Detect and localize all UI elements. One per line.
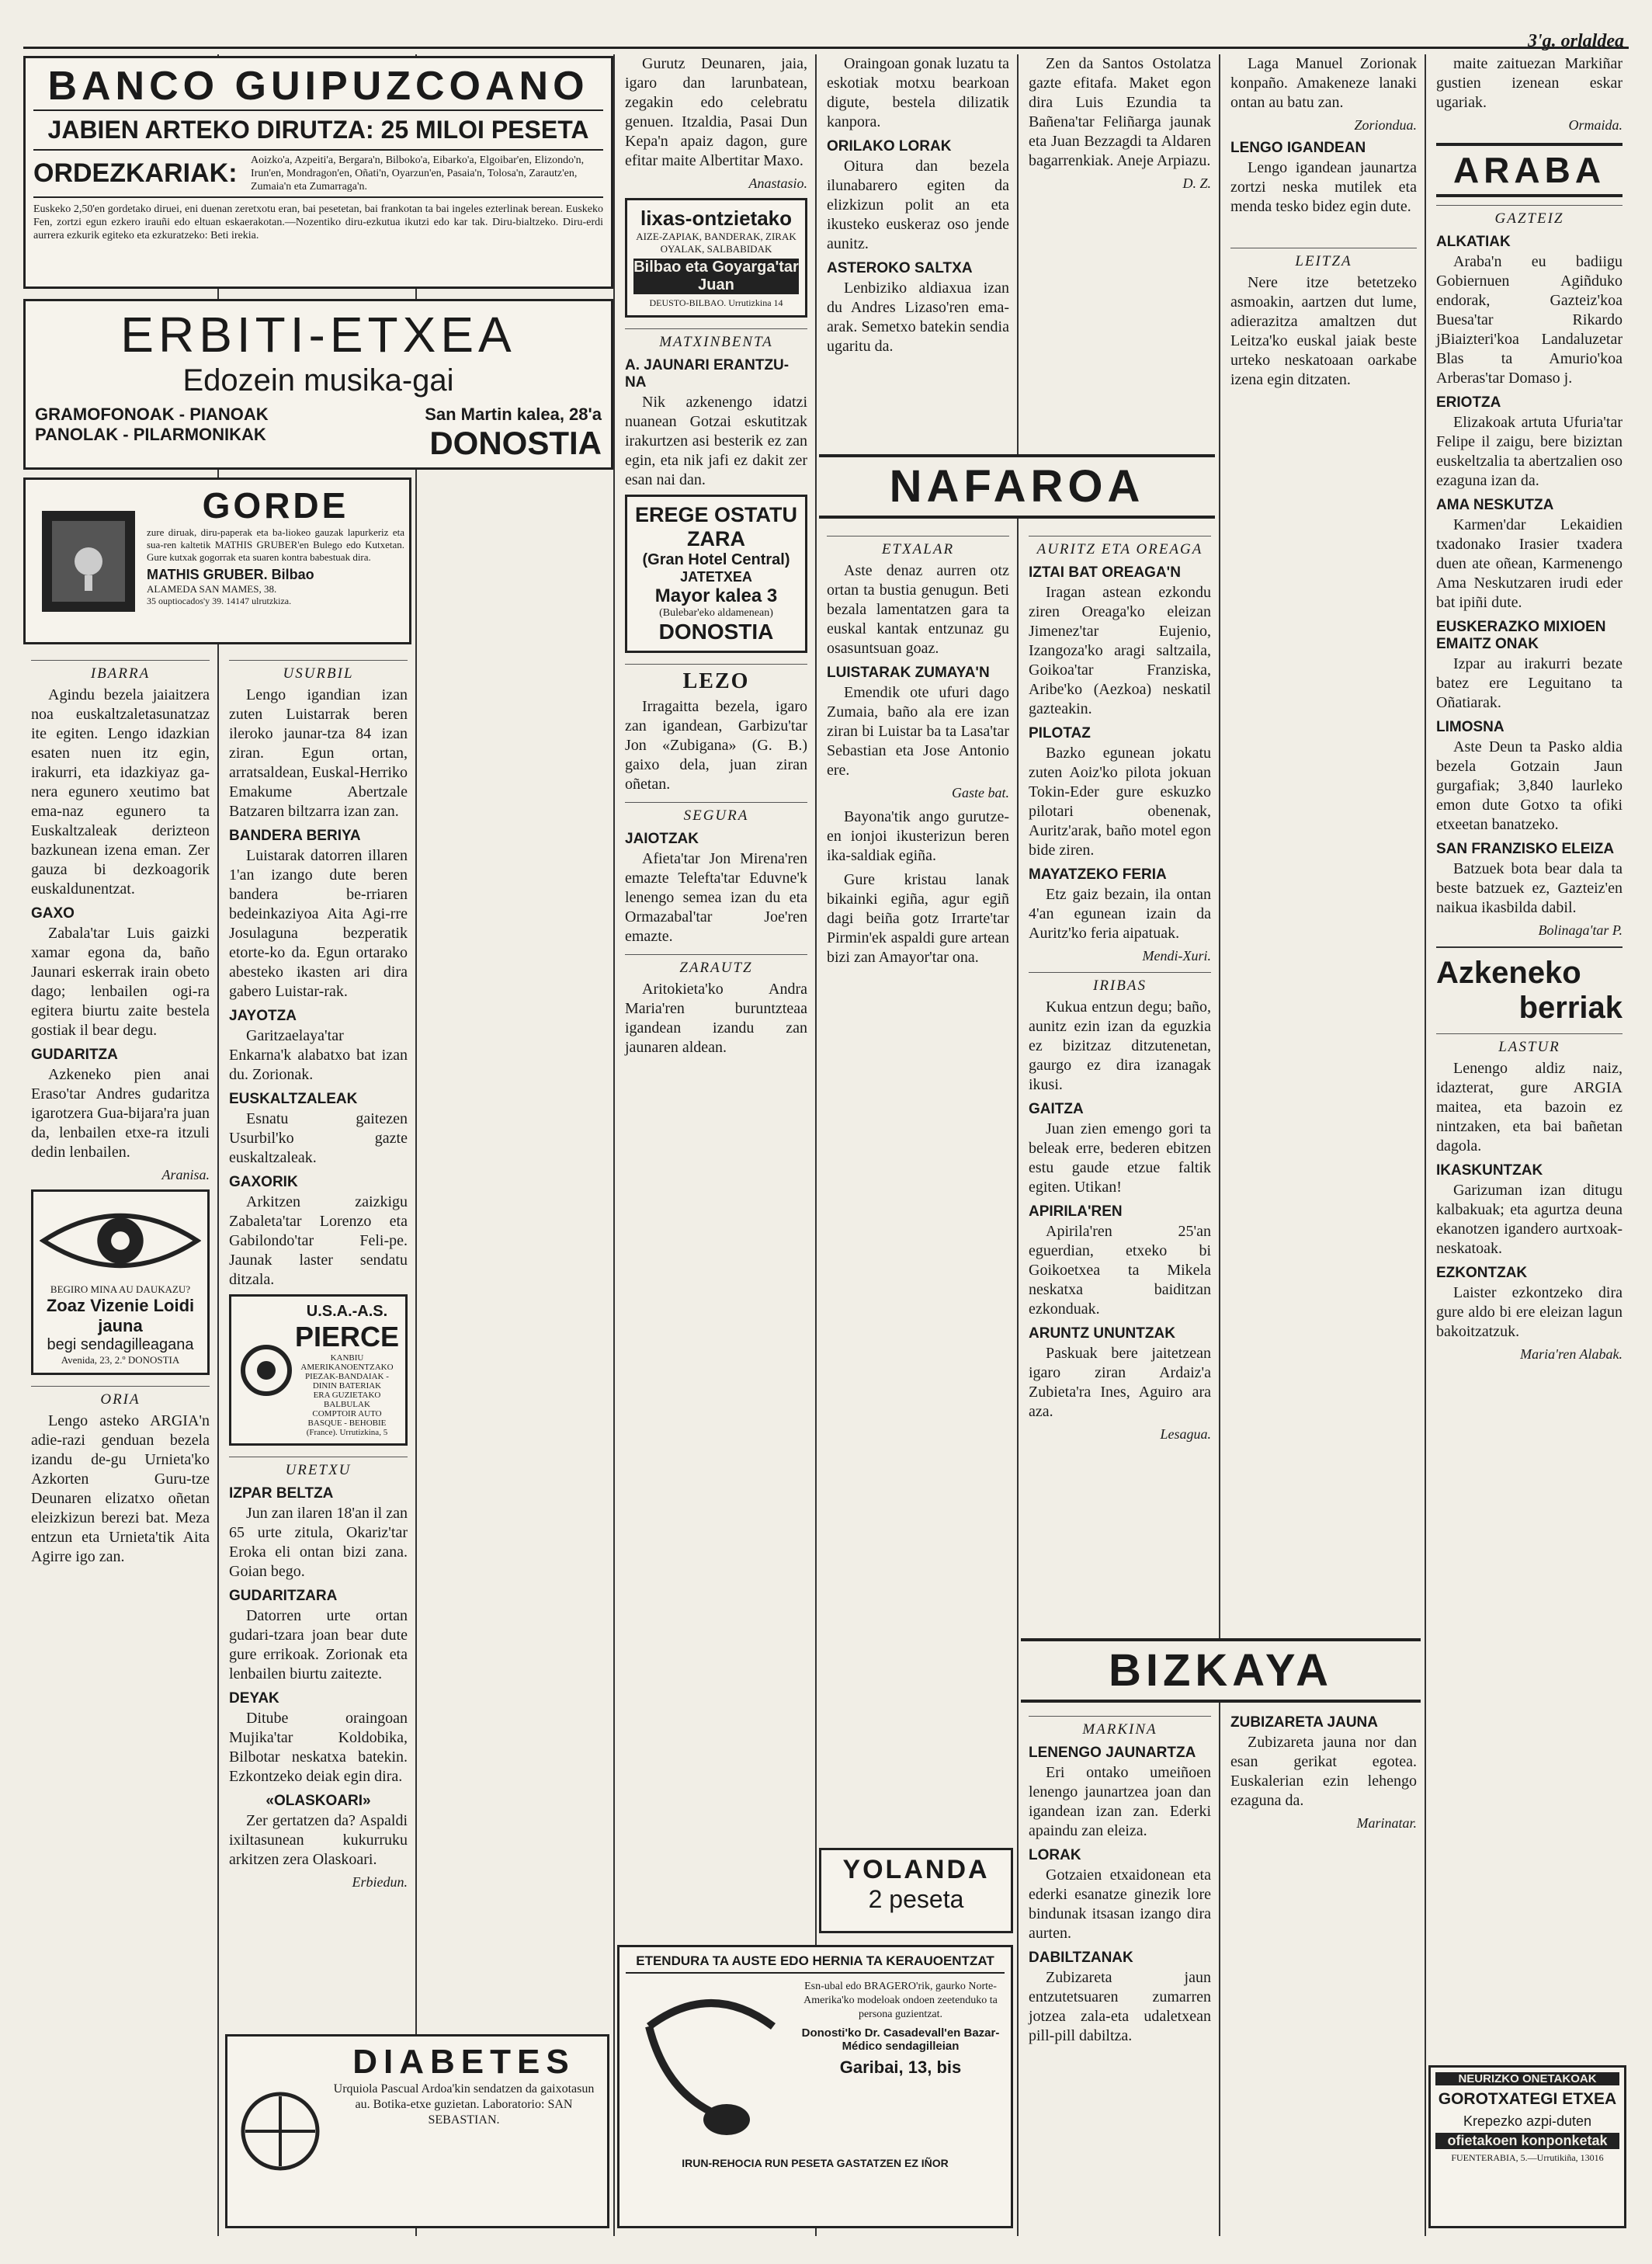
heading-auritz: IZTAI BAT OREAGA'N: [1029, 564, 1181, 581]
section-araba: ARABA: [1436, 143, 1622, 197]
erege-ostatu-ad: [625, 495, 807, 653]
article-mayatzeko: Etz gaiz bezain, ila ontan 4'an egunean izain da Auritz'ko feria aipatuak.: [1029, 886, 1211, 942]
signature: Gaste bat.: [952, 785, 1009, 800]
article-lorak: Gotzaien etxaidonean eta ederki esanatze ginezik lore bindunak itsasan izango dira aurten.: [1029, 1866, 1211, 1942]
article-auritz: Iragan astean ezkondu ziren Oreaga'ko eleizan Jimenez'tar Eujenio, Izangoza'ko aragi saltzaila, Goikoa'tar Franziska, Aribe'ko (Aezkoa) neskatil gazteakin.: [1029, 584, 1211, 717]
heading-jaunari: A. JAUNARI ERANTZU-NA: [625, 357, 790, 391]
article-apiril: Apirila'ren 25'an eguerdian, etxeko bi Goikoetxea ta Mikela neskatxa baiditzan ezkonduak.: [1029, 1223, 1211, 1318]
article-alkatiak: Araba'n eu badiigu Gobiernuen Agiñduko endorak, Gazteiz'koa Buesa'tar Rikardo jBiaizteri'koa Landaluzetar Blas ta Amurio'koa Arberas'tar Domaso j.: [1436, 253, 1622, 387]
heading-mayatzeko: MAYATZEKO FERIA: [1029, 866, 1167, 883]
place-iribas: IRIBAS: [1029, 972, 1211, 995]
gorde-address: ALAMEDA SAN MAMES, 38.: [147, 583, 277, 595]
eye-icon: [40, 1198, 201, 1283]
banco-title: BANCO GUIPUZCOANO: [33, 63, 603, 111]
article-bayonan: Bayona'tik ango gurutze-en ionjoi ikusterizun beren ika-saldiak egiña.: [827, 808, 1009, 864]
diabetes-title: DIABETES: [352, 2043, 575, 2081]
heading-euskaltzaleak: EUSKALTZALEAK: [229, 1091, 358, 1107]
etendura-footer: IRUN-REHOCIA RUN PESETA GASTATZEN EZ IÑOR: [682, 2157, 949, 2169]
heading-lorak: LORAK: [1029, 1847, 1081, 1863]
place-lezo: LEZO: [625, 664, 807, 694]
article-aruntz: Paskuak bere jaitetzean igaro ziran Ardaiz'a Zubieta'ra Ines, Aguiro ara aza.: [1029, 1345, 1211, 1420]
azkeneko-title: Azkeneko: [1436, 956, 1581, 990]
usa-text-2: ERA GUZIETAKO BALBULAK: [313, 1391, 381, 1409]
place-markina: MARKINA: [1029, 1716, 1211, 1738]
article-gaitza: Juan zien emengo gori ta beleak erre, bederen ebitzen estu gaude etzue faltik egiten. Utikan!: [1029, 1120, 1211, 1196]
gorde-title: GORDE: [202, 485, 349, 526]
erbiti-right-2: DONOSTIA: [429, 425, 602, 461]
lixas-title: lixas-ontzietako: [640, 207, 793, 230]
column-1: [23, 652, 217, 2228]
lixas-name: Bilbao eta Goyarga'tar Juan: [633, 259, 799, 293]
article-lezo: Irragaitta bezela, igaro zan igandean, Garbizu'tar Jon «Zubigana» (G. B.) gaixo dela, juan ziran oñetan.: [625, 698, 807, 793]
heading-olaskoari: «OLASKOARI»: [266, 1793, 371, 1809]
heading-zubizareta: ZUBIZARETA JAUNA: [1230, 1714, 1378, 1731]
place-gazteiz: GAZTEIZ: [1436, 205, 1622, 227]
page-number: 3'g. orlaldea: [1528, 31, 1624, 51]
erbiti-right-1: San Martin kalea, 28'a: [425, 405, 602, 424]
erbiti-left-1: GRAMOFONOAK - PIANOAK: [35, 405, 269, 424]
article-santos: Zen da Santos Ostolatza gazte efitafa. Maket egon dira Luis Ezundia ta Bañena'tar Feliñarga jaunak eta Juan Bezzagdi ta Aldaren bagarrenkiak. Aneje Arpiazu.: [1029, 55, 1211, 169]
place-lastur: LASTUR: [1436, 1033, 1622, 1056]
signature: Mendi-Xuri.: [1142, 948, 1211, 964]
erege-label: JATETXEA: [680, 569, 752, 585]
lixas-sub: AIZE-ZAPIAK, BANDERAK, ZIRAK OYALAK, SALBABIDAK: [636, 231, 796, 255]
column-rule: [613, 54, 615, 2236]
pierce-name: PIERCE: [294, 1321, 399, 1352]
article-gudaritza: Azkeneko pien anai Eraso'tar Andres gudaritza igarotzera Gua-bijara'ra juan da, lenbailen etxe-ra itzuli dedin lenbailen.: [31, 1066, 210, 1161]
column-5-bizkaya: [1021, 1708, 1219, 2228]
azkeneko-sub: berriak: [1518, 991, 1622, 1025]
etendura-address: Donosti'ko Dr. Casadevall'en Bazar-Médico sendagilleian: [801, 2026, 1000, 2053]
article-pilotaz: Bazko egunean jokatu zuten Aoiz'ko pilota jokuan Tokin-Eder gure eskuzko pilotari obenenak, Auritz'arak, baño motel egon bide ziren.: [1029, 745, 1211, 859]
gorde-text: zure diruak, diru-paperak eta ba-liokeo gauzak lapurkeriz eta sua-ren kaltetik MATHIS GRUBER'en Bulego edo Kutxetan. Gure kutxak gogorrak eta suaren kontra babestuak dira.: [147, 526, 404, 563]
safe-icon: [30, 484, 147, 637]
article-olaskoari: Zer gertatzen da? Aspaldi ixiltasunean kukurruku arkitzen zera Olaskoari.: [229, 1812, 408, 1868]
eye-doctor-ad: [31, 1189, 210, 1375]
column-4-lower: [819, 528, 1017, 1840]
usa-pierce-ad: [229, 1294, 408, 1446]
gorotx-title: GOROTXATEGI ETXEA: [1438, 2090, 1617, 2108]
article-maite: maite zaituezan Markiñar gustien izenean eskar ugariak.: [1436, 55, 1622, 111]
usa-tag: U.S.A.-A.S.: [306, 1303, 388, 1320]
heading-jayotza: JAYOTZA: [229, 1008, 297, 1024]
heading-apiril: APIRILA'REN: [1029, 1203, 1123, 1220]
gorotx-sub2: ofietakoen konponketak: [1435, 2133, 1619, 2149]
place-ibarra: IBARRA: [31, 660, 210, 682]
erege-city: DONOSTIA: [658, 620, 774, 644]
signature: D. Z.: [1182, 175, 1211, 191]
article-ezkontzak: Laister ezkontzeko dira gure aldo bi ere eleizan lagun bakoitzatzuk.: [1436, 1284, 1622, 1340]
signature: Zoriondua.: [1354, 117, 1417, 133]
erbiti-title: ERBITI-ETXEA: [120, 307, 516, 363]
article-bandera: Luistarak datorren illaren 1'an izango dute beren bandera be-rriaren bedeinkaziyoa Aita Agi-rre Josulaguna bezperatik etorte-ko da. Egun ortarako abesteko ikasten ari dira gabero Luistar-rak.: [229, 847, 408, 1000]
gorde-phone: 35 ouptiocados'y 39. 14147 ulrutzkiza.: [147, 596, 292, 606]
article-izpar: Jun zan ilaren 18'an il zan 65 urte zitula, Okariz'tar Eroka eli ontan bizi zana. Goian bego.: [229, 1505, 408, 1580]
signature: Lesagua.: [1160, 1426, 1211, 1442]
article-zubizareta: Zubizareta jauna nor dan esan gerikat egotea. Euskalerian ezin lehengo ezaguna da.: [1230, 1734, 1417, 1809]
article-limosna: Aste Deun ta Pasko aldia bezela Gotzain Jaun gurgafiak; 3,840 laurleko emon dute Gotxo ta ofiki etxeetan banatzeko.: [1436, 738, 1622, 833]
article-etxalar: Aste denaz aurren otz ortan ta bustia genugun. Beti bezala lamentatzen gara ta euskal kantak entzunaz gu osasuntsuan goaz.: [827, 562, 1009, 657]
article-laga: Laga Manuel Zorionak konpaño. Amakeneze lanaki ontan au batu zan.: [1230, 55, 1417, 111]
erege-address-2: (Bulebar'eko aldamenean): [659, 607, 773, 619]
diabetes-ad: [225, 2034, 609, 2228]
article-ama: Karmen'dar Lekaidien txadonako Irasier txadera duen ate oñean, Karmenengo Ama Neskutzaren irudi eder bat ipiñi dute.: [1436, 516, 1622, 611]
article-zarautz: Aritokieta'ko Andra Maria'ren buruntzteaa igandean izandu zan jaunaren aldean.: [625, 981, 807, 1056]
place-etxalar: ETXALAR: [827, 536, 1009, 558]
banco-guipuzcoano-ad: [23, 56, 613, 289]
diabetes-seal-icon: [234, 2043, 327, 2220]
erege-address: Mayor kalea 3: [654, 585, 778, 606]
erbiti-etxea-ad: [23, 299, 613, 470]
eye-line-1: BEGIRO MINA AU DAUKAZU?: [50, 1283, 191, 1295]
usa-text: KANBIU AMERIKANOENTZAKO PIEZAK-BANDAIAK - DININ BATERIAK: [300, 1353, 394, 1391]
yolanda-ad: [819, 1848, 1013, 1933]
section-nafaroa: NAFAROA: [819, 454, 1215, 519]
signature: Aranisa.: [161, 1167, 210, 1182]
etendura-text: Esn-ubal edo BRAGERO'rik, gaurko Norte-Amerika'ko modeloak ondoen zeetenduko ta persona guzientzat.: [803, 1981, 998, 2020]
place-auritz: AURITZ ETA OREAGA: [1029, 536, 1211, 558]
article-euskaltzaleak: Esnatu gaitezen Usurbil'ko gazte euskaltzaleak.: [229, 1110, 408, 1166]
heading-jaiotzak: JAIOTZAK: [625, 831, 699, 847]
truss-icon: [626, 1980, 796, 2151]
lixas-address: DEUSTO-BILBAO. Urrutizkina 14: [649, 297, 783, 308]
column-rule: [815, 54, 817, 2236]
signature: Anastasio.: [748, 175, 807, 191]
article-lengo: Lengo igandean jaunartza zortzi neska mutilek eta menda tesko bidez egin dute.: [1230, 159, 1417, 215]
heading-ikaskuntzak: IKASKUNTZAK: [1436, 1162, 1543, 1179]
signature: Ormaida.: [1568, 117, 1622, 133]
heading-euskerazko: EUSKERAZKO MIXIOEN EMAITZ ONAK: [1436, 619, 1606, 652]
article-lastur: Lenengo aldiz naiz, idazterat, gure ARGIA maitea, eta bazoin ez nintzaken, eta bai bañetan dagola.: [1436, 1060, 1622, 1155]
signature: Erbiedun.: [352, 1874, 408, 1890]
signature: Marinatar.: [1356, 1815, 1417, 1831]
lixas-ontzietako-ad: [625, 198, 807, 318]
gorotxategi-ad: [1428, 2065, 1626, 2228]
heading-ama: AMA NESKUTZA: [1436, 497, 1554, 513]
article-gonak: Oraingoan gonak luzatu ta eskotiak motxu bearkoan digute, bestela dilizatik kanpora.: [827, 55, 1009, 130]
eye-doctor-name: Zoaz Vizenie Loidi jauna: [46, 1296, 195, 1335]
place-matxinbenta: MATXINBENTA: [625, 328, 807, 351]
divider: [1436, 946, 1622, 948]
place-uretxu: URETXU: [229, 1457, 408, 1479]
article-sanfran: Batzuek bota bear dala ta beste batzuek ez, Gazteiz'en naikua ikasbilda dabil.: [1436, 860, 1622, 916]
column-6: [1223, 54, 1425, 1638]
article-usurbil: Lengo igandian izan zuten Luistarrak beren ileroko jaunar-tza 84 izan ziran. Egun ortan, arratsaldean, Euskal-Herriko Emakume Abertzale Batzaren biltzarra izan zan.: [229, 686, 408, 820]
heading-gaxorik: GAXORIK: [229, 1174, 298, 1190]
article-astekoko: Lenbiziko aldiaxua izan du Andres Lizaso'ren ema-arak. Semetxo batekin sendia ugaritu da.: [827, 280, 1009, 355]
column-rule: [1219, 54, 1220, 2236]
article-dabiltzanak: Zubizareta jaun entzutetsuaren zumarren jotzea zala-eta udaletxean pill-pill dabiltza.: [1029, 1969, 1211, 2044]
gorotx-address: FUENTERABIA, 5.—Urrutikiña, 13016: [1451, 2152, 1604, 2163]
yolanda-price: 2 peseta: [868, 1885, 964, 1913]
heading-gaxo: GAXO: [31, 905, 75, 922]
article-lenengo: Eri ontako umeiñoen lenengo jaunartzea joan dan igandean izan zan. Ederki apaindu zan eleiza.: [1029, 1764, 1211, 1839]
section-bizkaya: BIZKAYA: [1021, 1638, 1421, 1703]
article-deyak: Ditube oraingoan Mujika'tar Koldobika, Bilbotar neskatxa batekin. Ezkontzeko deiak egin dira.: [229, 1710, 408, 1785]
article-matxinbenta: Nik azkenengo idatzi nuanean Gotzai eskutitzak irakurtzen asi besterik ez zan egin, eta nik jafi ez dakit zer esan nai dan.: [625, 394, 807, 488]
heading-lengo: LENGO IGANDEAN: [1230, 140, 1366, 156]
column-5-lower: [1021, 528, 1219, 1638]
article-kristau: Gure kristau lanak bikainki egiña, agur egiñ dagi beiña gotz Irrarte'tar Pirmin'ek aspaldi gure artean bizi zan Amayor'tar ona.: [827, 871, 1009, 966]
heading-aruntz: ARUNTZ UNUNTZAK: [1029, 1325, 1175, 1342]
heading-gudaritza: GUDARITZA: [31, 1047, 118, 1063]
article-oria: Lengo asteko ARGIA'n adie-razi genduan bezela izandu de-gu Urnieta'ko Azkorten Guru-tze Deunaren elizatxo oñetan eleizkizun berezi bat. Meza entzun eta Urnieta'tik Aita Agirre igo zan.: [31, 1412, 210, 1565]
heading-eriotza: ERIOTZA: [1436, 394, 1501, 411]
heading-orilako: ORILAKO LORAK: [827, 138, 952, 155]
place-oria: ORIA: [31, 1386, 210, 1408]
pierce-logo-icon: [238, 1343, 295, 1398]
article-gaxo: Zabala'tar Luis gaizki xamar egona da, baño Jaunari eskerrak irain obeto dago; lenbailen ogi-ra egitera biurtu zaite bestela gostiak il bear degu.: [31, 925, 210, 1039]
heading-gaitza: GAITZA: [1029, 1101, 1084, 1117]
diabetes-text: Urquiola Pascual Ardoa'kin sendatzen da gaixotasun au. Botika-etxe guzietan. Laboratorio: SAN SEBASTIAN.: [333, 2082, 595, 2127]
gorotx-top: NEURIZKO ONETAKOAK: [1435, 2072, 1619, 2085]
gorde-brand: MATHIS GRUBER. Bilbao: [147, 567, 314, 582]
place-leitza: LEITZA: [1230, 248, 1417, 270]
banco-capital: JABIEN ARTEKO DIRUTZA: 25 MILOI PESETA: [47, 116, 589, 144]
top-rule: [23, 47, 1629, 49]
eye-line-2: begi sendagilleagana: [47, 1336, 194, 1353]
article-iribas: Kukua entzun degu; baño, aunitz ezin izan da eguzkia ez bizitzaz ditzutenetan, gaurgo ez dira izanagak ikusi.: [1029, 998, 1211, 1093]
column-7: [1428, 54, 1630, 2057]
article-leitza: Nere itze betetzeko asmoakin, aartzen dut lume, adierazitza amaltzen dut Leitza'ko euskal jaiak beste urteko neskatoaan oarkabe izena egin ditzaten.: [1230, 274, 1417, 388]
erege-title: EREGE OSTATU ZARA: [634, 503, 797, 550]
gorde-ad: [23, 477, 411, 644]
erbiti-subtitle: Edozein musika-gai: [182, 363, 454, 398]
heading-limosna: LIMOSNA: [1436, 719, 1504, 735]
article-jayotza: Garitzaelaya'tar Enkarna'k alabatxo bat izan du. Zorionak.: [229, 1027, 408, 1083]
heading-astekoko: ASTEROKO SALTXA: [827, 260, 973, 276]
heading-bandera: BANDERA BERIYA: [229, 828, 361, 844]
heading-ezkontzak: EZKONTZAK: [1436, 1265, 1528, 1281]
place-usurbil: USURBIL: [229, 660, 408, 682]
heading-dabiltzanak: DABILTZANAK: [1029, 1950, 1133, 1966]
etendura-title: ETENDURA TA AUSTE EDO HERNIA TA KERAUOENTZAT: [626, 1953, 1005, 1974]
erege-sub: (Gran Hotel Central): [642, 551, 790, 568]
heading-deyak: DEYAK: [229, 1690, 279, 1707]
column-3: [617, 54, 815, 2228]
banco-body: Euskeko 2,50'en gordetako diruei, eni duenan zeretxotu eran, bai pesetetan, bai frankotan ta bai ingeles ezterlinak berean. Euskeko Fen, zortzi egun ezkero irauñi edo eltuan eskaerakotan.—Nozentiko diru-ezkutua ikutzi edo kar tak. Diru-bialtzeko. Diru-erdi aurrera ezkurik egiteko eta ezkuratzeko: Beti irekia.: [33, 203, 603, 241]
column-rule: [1425, 54, 1426, 2236]
article-eriotza: Elizakoak artuta Ufuria'tar Felipe il zaigu, bere biziztan euskeltzalia ta abertzalien oso ezaguna izan da.: [1436, 414, 1622, 489]
banco-delegations-label: ORDEZKARIAK:: [33, 158, 238, 188]
signature: Maria'ren Alabak.: [1520, 1346, 1622, 1362]
article-ikaskuntzak: Garizuman izan ditugu kalbakuak; eta agurtza deuna ekanotzen igandero aurtxoak-neskatoak.: [1436, 1182, 1622, 1257]
erbiti-left-2: PANOLAK - PILARMONIKAK: [35, 425, 266, 444]
eye-address: Avenida, 23, 2.º DONOSTIA: [61, 1354, 180, 1366]
heading-izpar: IZPAR BELTZA: [229, 1485, 334, 1502]
heading-lenengo: LENENGO JAUNARTZA: [1029, 1745, 1196, 1761]
heading-alkatiak: ALKATIAK: [1436, 234, 1511, 250]
article-euskerazko: Izpar au irakurri bezate batez ere Leguitano ta Oñatiarak.: [1436, 655, 1622, 711]
gorotx-sub: Krepezko azpi-duten: [1463, 2113, 1592, 2129]
etendura-street: Garibai, 13, bis: [839, 2057, 962, 2077]
heading-luistarak: LUISTARAK ZUMAYA'N: [827, 665, 990, 681]
column-6-bizkaya: [1223, 1708, 1425, 2228]
usa-address: COMPTOIR AUTO BASQUE - BEHOBIE (France). Urrutizkina, 5: [306, 1409, 388, 1437]
place-zarautz: ZARAUTZ: [625, 954, 807, 977]
place-segura: SEGURA: [625, 802, 807, 825]
column-rule: [1017, 54, 1019, 2236]
article-orilako: Oitura dan bezela ilunabarero egiten da elizkizun polit an eta ikusteko euskeraz oso jende aunitz.: [827, 158, 1009, 252]
banco-delegations: Aoizko'a, Azpeiti'a, Bergara'n, Bilboko'a, Eibarko'a, Elgoibar'en, Elizondo'n, Irun'en, Mondragon'en, Oñati'n, Oyarzun'en, Pasaia'n, Tolosa'n, Zarautz'en, Zumaia'n eta Zumarraga'n.: [251, 155, 585, 193]
article-ibarra: Agindu bezela jaiaitzera noa euskaltzaletasunatzaz ite egiten. Lengo idazkian esaten nuen itz egin, irakurri, eta idazkiyaz ga-nera egunero xeutimo bat ema-naz egunero ta Euskaltzaleak derizteon bazkunean izena eman. Zer gauza bi dezkoagorik euskaldunentzat.: [31, 686, 210, 898]
heading-gudaritzara: GUDARITZARA: [229, 1588, 338, 1604]
article-gurutz: Gurutz Deunaren, jaia, igaro dan larunbatean, zegakin edo celebratu genuen. Itzaldia, Pasai Dun Kepa'n apaiz dagon, gure efitar maite Albertitar Maxo.: [625, 55, 807, 169]
yolanda-name: YOLANDA: [842, 1855, 990, 1884]
article-gudaritzara: Datorren urte ortan gudari-tzara joan bear dute gure errikoak. Zorionak eta lenbailen biurtu zaitezte.: [229, 1607, 408, 1682]
article-jaiotzak: Afieta'tar Jon Mirena'ren emazte Telefta'tar Eduvne'k lenengo semea izan du eta Ormazabal'tar Joe'ren emazte.: [625, 850, 807, 945]
heading-pilotaz: PILOTAZ: [1029, 725, 1091, 741]
etendura-ad: [617, 1945, 1013, 2228]
signature: Bolinaga'tar P.: [1538, 922, 1622, 938]
heading-sanfran: SAN FRANZISKO ELEIZA: [1436, 841, 1615, 857]
article-gaxorik: Arkitzen zaizkigu Zabaleta'tar Lorenzo eta Gabilondo'tar Feli-pe. Jaunak laster sendatu ditzala.: [229, 1193, 408, 1288]
article-luistarak: Emendik ote ufuri dago Zumaia, baño ala ere izan ziran bi Luistar ba ta Lasa'tar Sebastian eta Jose Antonio ere.: [827, 684, 1009, 779]
